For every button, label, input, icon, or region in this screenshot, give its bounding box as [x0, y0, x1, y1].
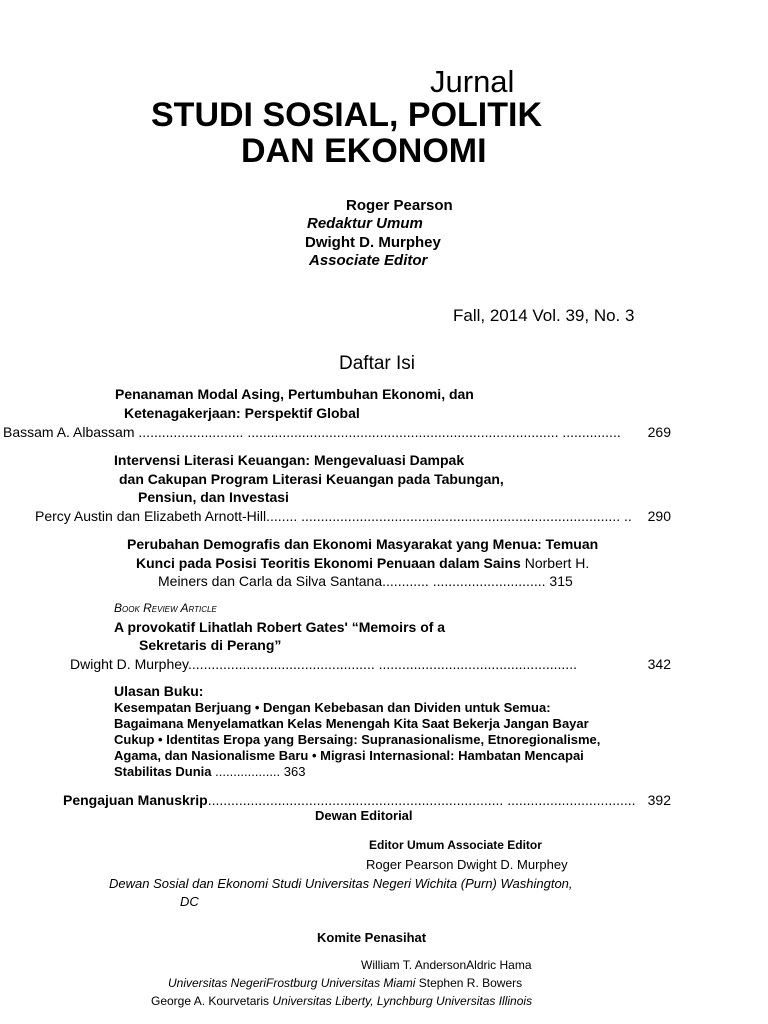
toc-entry-title-with-author: [136, 555, 589, 571]
toc-entry-title: dan Cakupan Program Literasi Keuangan pada Tabungan,: [119, 471, 504, 487]
toc-leader-dots: ..................: [211, 764, 281, 779]
toc-review-line: Agama, dan Nasionalisme Baru • Migrasi Internasional: Hambatan Mencapai: [114, 748, 584, 763]
toc-entry-title: Ketenagakerjaan: Perspektif Global: [124, 405, 360, 421]
toc-review-line: Kesempatan Berjuang • Dengan Kebebasan dan Dividen untuk Semua:: [114, 700, 551, 715]
advisory-affiliations: Universitas NegeriFrostburg Universitas Miami: [168, 976, 416, 990]
toc-entry-author: Norbert H.: [524, 555, 590, 571]
editorial-board-roles: Editor Umum Associate Editor: [369, 838, 542, 852]
journal-word: Jurnal: [430, 64, 515, 99]
toc-entry-title: Kunci pada Posisi Teoritis Ekonomi Penuaan dalam Sains: [136, 555, 521, 571]
toc-entry-title: Sekretaris di Perang”: [139, 637, 282, 653]
toc-review-line: Stabilitas Dunia: [114, 764, 212, 779]
toc-entry-title: Perubahan Demografis dan Ekonomi Masyarakat yang Menua: Temuan: [127, 536, 599, 552]
toc-entry-author: Bassam A. Albassam: [3, 424, 135, 440]
editorial-board-names: Roger Pearson Dwight D. Murphey: [366, 857, 568, 872]
editor-name: Roger Pearson: [346, 197, 453, 214]
journal-title-line1: STUDI SOSIAL, POLITIK: [151, 96, 543, 134]
advisory-committee-line: [168, 976, 522, 990]
advisory-committee-names: Stephen R. Bowers: [415, 976, 523, 990]
toc-entry-page: 342: [647, 656, 671, 672]
toc-entry-author: Meiners dan Carla da Silva Santana: [158, 573, 383, 589]
toc-entry-title: Pengajuan Manuskrip: [63, 792, 208, 808]
toc-leader-dots: ........ .................................................................................. ..: [266, 508, 632, 524]
editorial-board-affiliation: Dewan Sosial dan Ekonomi Studi Universitas Negeri Wichita (Purn) Washington,: [109, 876, 573, 891]
toc-review-line: Cukup • Identitas Eropa yang Bersaing: Supranasionalisme, Etnoregionalisme,: [114, 732, 601, 747]
toc-entry-title: A provokatif Lihatlah Robert Gates' “Memoirs of a: [114, 619, 446, 635]
toc-entry-author: Dwight D. Murphey: [70, 656, 189, 672]
associate-editor-name: Dwight D. Murphey: [305, 234, 441, 251]
toc-entry-page: 315: [549, 573, 573, 589]
toc-entry-author: Percy Austin dan Elizabeth Arnott-Hill: [35, 508, 267, 524]
toc-leader-dots: ................................................ ...................................................: [188, 656, 577, 672]
toc-entry-title: Intervensi Literasi Keuangan: Mengevaluasi Dampak: [114, 452, 465, 468]
associate-editor-role: Associate Editor: [309, 252, 428, 269]
toc-entry-title: Penanaman Modal Asing, Pertumbuhan Ekonomi, dan: [115, 386, 474, 402]
advisory-committee-line: [151, 994, 532, 1008]
advisory-committee-names: George A. Kourvetaris: [151, 994, 273, 1008]
toc-review-last-line: [114, 764, 305, 779]
toc-review-line: Bagaimana Menyelamatkan Kelas Menengah Kita Saat Bekerja Jangan Bayar: [114, 716, 589, 731]
advisory-affiliations: Universitas Liberty, Lynchburg Universitas Illinois: [272, 994, 533, 1008]
editorial-board-affiliation: DC: [180, 894, 199, 909]
toc-entry-page: 363: [283, 764, 306, 779]
toc-entry-label: Book Review Article: [114, 601, 217, 615]
toc-entry-heading: Ulasan Buku:: [114, 683, 204, 699]
toc-heading: Daftar Isi: [339, 353, 416, 374]
toc-leader-dots: ............................................................................ .................................: [207, 792, 636, 808]
advisory-committee-names: William T. AndersonAldric Hama: [361, 958, 532, 972]
toc-entry-page: 392: [647, 792, 671, 808]
toc-entry-byline: [70, 656, 577, 672]
toc-leader-dots: ........................... ................................................................................ ...............: [134, 424, 621, 440]
toc-entry-byline: [63, 792, 636, 808]
toc-entry-byline: [35, 508, 632, 524]
issue-info: Fall, 2014 Vol. 39, No. 3: [453, 306, 635, 325]
editorial-board-heading: Dewan Editorial: [315, 808, 413, 823]
toc-leader-dots: ............ .............................: [382, 573, 546, 589]
toc-entry-page: 269: [647, 424, 671, 440]
toc-entry-page: 290: [647, 508, 671, 524]
editor-role: Redaktur Umum: [307, 215, 423, 232]
toc-entry-title: Pensiun, dan Investasi: [138, 489, 289, 505]
toc-entry-byline: [158, 573, 573, 589]
advisory-committee-heading: Komite Penasihat: [317, 930, 427, 945]
toc-entry-byline: [3, 424, 621, 440]
journal-title-line2: DAN EKONOMI: [241, 132, 487, 170]
